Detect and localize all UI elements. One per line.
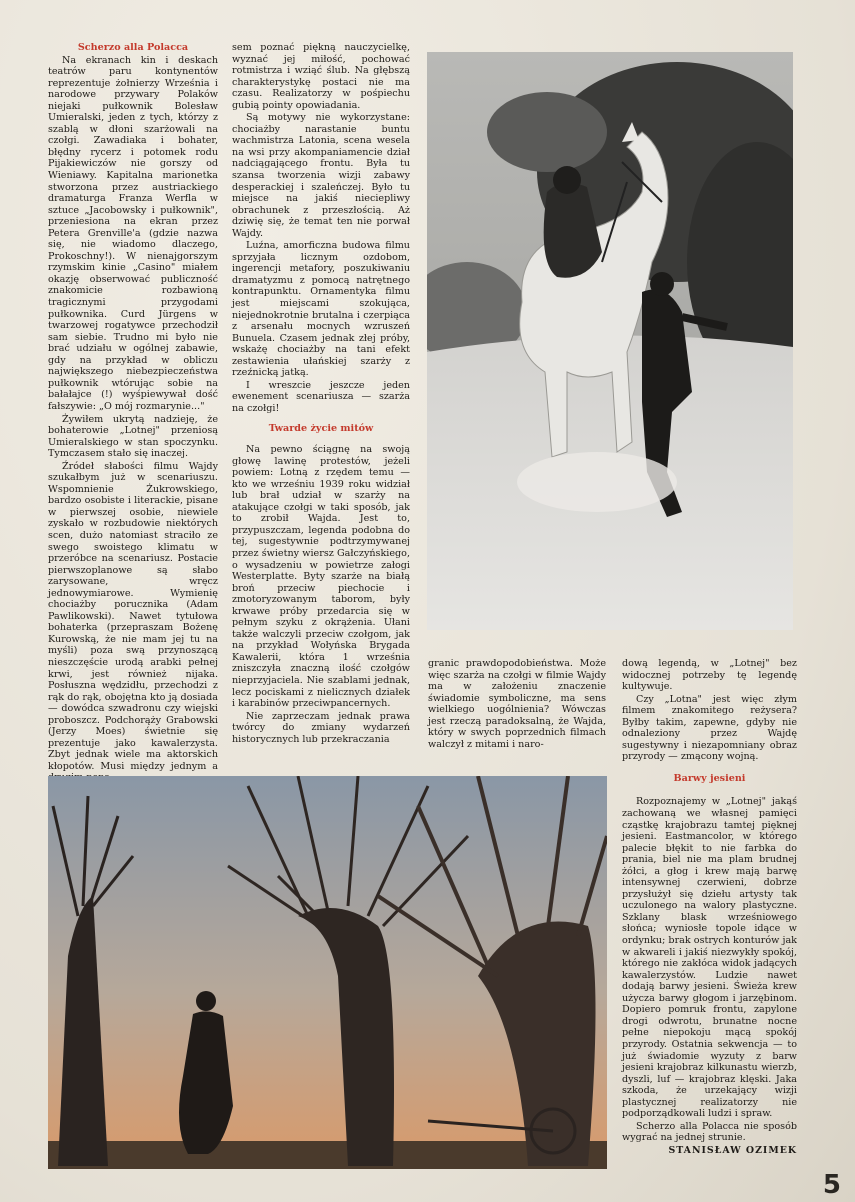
column-4	[622, 658, 797, 1156]
col2-paragraph-6: Nie zaprzeczam jednak prawa twórcy do zmiany wydarzeń historycznych lub przekraczania	[232, 710, 410, 745]
col1-paragraph-2: Żywiłem ukrytą nadzieję, że bohaterowie „Lotnej" przeniosą Umieralskiego w stan spoczynku. Tymczasem stało się inaczej.	[48, 413, 218, 460]
col4-paragraph-3: Rozpoznajemy w „Lotnej" jakąś zachowaną we własnej pamięci cząstkę krajobrazu tamtej pięknej jesieni. Eastmancolor, w którego palecie błękit to nie farbka do prania, biel nie ma plam brudnej żółci, a głog i krew mają barwę intensywnej czerwieni, dobrze przysłużył się dziełu artysty tak uczulonego na walory plastyczne. Szklany blask wrześniowego słońca; wyniosłe topole idące w ordynku; brak ostrych konturów jak w akwareli i jakiś niezwykły spokój, którego nie zakłóca widok jadących kawalerzystów. Ludzie nawet dodają barwy jesieni. Świeża krew użycza barwy głogom i jarzębinom. Dopiero pomruk frontu, zapylone drogi odwrotu, brunatne nocne pełne niepokoju mącą spokój przyrody. Ostatnia sekwencja — to już świadomie wyzuty z barw jesieni krajobraz kilkunastu wierzb, dyszli, luf — krajobraz klęski. Jaka szkoda, że urzekający wizji plastycznej realizatorzy nie podporządkowali ludzi i spraw.	[622, 796, 797, 1120]
photo-horse-charge	[427, 52, 793, 630]
section-heading-scherzo: Scherzo alla Polacca	[77, 42, 189, 53]
section-heading-autumn: Barwy jesieni	[673, 772, 746, 784]
col2-paragraph-4: I wreszcie jeszcze jeden ewenement scenariusza — szarża na czołgi!	[232, 379, 410, 414]
col4-paragraph-4: Scherzo alla Polacca nie sposób wygrać na jednej strunie.	[622, 1120, 797, 1144]
column-3	[428, 658, 606, 750]
horse-rider-image	[427, 52, 793, 630]
col2-paragraph-3: Luźna, amorficzna budowa filmu sprzyjała licznym ozdobom, ingerencji metafory, poszukiwaniu dramatyzmu z pomocą natrętnego kontrapunktu. Ornamentyka filmu jest miejscami szokująca, niejednokrotnie brutalna i czerpiąca z arsenału mocnych wzruszeń Bunuela. Czasem jednak złej próby, wskażę chociażby na tani efekt zestawienia ułańskiej szarży z rzeźnicką jatką.	[232, 240, 410, 379]
col1-paragraph-3: Źródeł słabości filmu Wajdy szukałbym już w scenariuszu. Wspomnienie Żukrowskiego, bardzo osobiste i literackie, pisane w pierwszej osobie, niewiele zyskało w rozbudowie niektórych scen, dużo natomiast straciło ze swego swoistego klimatu w przeróbce na scenariusz. Postacie pierwszoplanowe są słabo zarysowane, wręcz jednowymiarowe. Wymienię chociażby porucznika (Adam Pawlikowski). Nawet tytułowa bohaterka (przepraszam Bożenę Kurowską, że nie mam jej tu na myśli) poza swą przynoszącą nieszczęście urodą arabki pełnej krwi, jest również nijaka. Posłuszna wędzidłu, przechodzi z rąk do rąk, obojętna kto ją dosiada — dowódca szwadronu czy wiejski proboszcz. Podchorąży Grabowski (Jerzy Moes) świetnie się prezentuje jako kawalerzysta. Zbyt jednak wiele ma aktorskich kłopotów. Musi między jednym a	[48, 460, 218, 772]
col4-paragraph-2: Czy „Lotna" jest więc złym filmem znakomitego reżysera? Byłby takim, zapewne, gdyby nie odnaleziony przez Wajdę sugestywny i niezapomniany obraz przyrody — zmącony wojną.	[622, 693, 797, 763]
col1-paragraph-1: Na ekranach kin i deskach teatrów paru kontynentów reprezentuje żołnierzy Września i narodowe przywary Polaków niejaki pułkownik Bolesław Umieralski, jeden z tych, którzy z szablą w dłoni szarżowali na czołgi. Zawadiaka i bohater, błędny rycerz i potomek rodu Pijakiewiczów nie gorszy od Wieniawy. Kapitalna marionetka stworzona przez austriackiego dramaturga Franza Werfla w sztuce „Jacobowsky i pułkownik", przeniesiona na ekran przez Petera Grenville'a (gdzie nazwa się, nie wiadomo dlaczego, Prokoschny!). W nienajgorszym rzymskim kinie „Casino" miałem okazję obserwować publiczność znakomicie rozbawioną tragicznymi przygodami pułkownika. Curd Jürgens w twarzowej rogatywce przechodził sam siebie. Trudno mi było nie brać udziału w ogólnej zabawie, gdy na przykład w obliczu największego niebezpieczeństwa pułkownik wtórując sobie na bałałajce (!) wyśpiewywał dość fałszywie: „O mój rozmarynie..."	[48, 54, 218, 412]
photo-willows-soldier	[48, 776, 607, 1169]
col2-paragraph-2: Są motywy nie wykorzystane: chociażby narastanie buntu wachmistrza Latonia, scena wesela na wsi przy akompaniamencie dział nadciągającego frontu. Była tu szansa tworzenia wizji zabawy desperackiej i szaleńczej. Było tu miejsce na jakiś nieciepliwy obrachunek z przeszłością. Aż dziwię się, że temat ten nie porwał Wajdy.	[232, 112, 410, 239]
section-heading-myths: Twarde życie mitów	[268, 422, 374, 434]
willows-image	[48, 776, 607, 1169]
col2-paragraph-5: Na pewno ściągnę na swoją głowę lawinę protestów, jeżeli powiem: Lotną z rzędem temu — kto we wrześniu 1939 roku widział lub brał udział w szarży na atakujące czołgi w taki sposób, jak to zrobił Wajda. Jest to, przypuszczam, legenda podobna do tej, sugestywnie podtrzymywanej przez świetny wiersz Gałczyńskiego, o wysadzeniu w powietrze załogi Westerplatte. Byty szarże na białą broń przeciw piechocie i zmotoryzowanym taborom, były krwawe próby przedarcia się w pełnym szyku z okrążenia. Ułani także walczyli przeciw czołgom, jak na przykład Wołyńska Brygada Kawalerii, która 1 września zniszczyła znaczną ilość czołgów nieprzyjaciela. Nie szablami jednak, lecz pociskami z nielicznych działek i karabinów przeciwpancernych.	[232, 444, 410, 710]
col2-paragraph-1: sem poznać piękną nauczycielkę, wyznać jej miłość, pochować rotmistrza i wziąć ślub. Na głębszą charakterystykę postaci nie ma czasu. Realizatorzy w pośpiechu gubią pointy opowiadania.	[232, 42, 410, 111]
column-1	[48, 42, 218, 784]
col4-paragraph-1: dową legendą, w „Lotnej" bez widocznej potrzeby tę legendę kultywuje.	[622, 658, 797, 693]
page-number: 5	[822, 1170, 841, 1200]
author-signature: STANISŁAW OZIMEK	[668, 1144, 797, 1156]
col3-paragraph-1: granic prawdopodobieństwa. Może więc szarża na czołgi w filmie Wajdy ma w założeniu znaczenie świadomie symboliczne, ma sens wielkiego uogólnienia? Wówczas jest rzeczą paradoksalną, że Wajda, który w swych poprzednich filmach walczył z mitami i naro-	[428, 658, 606, 750]
column-2	[232, 42, 410, 745]
